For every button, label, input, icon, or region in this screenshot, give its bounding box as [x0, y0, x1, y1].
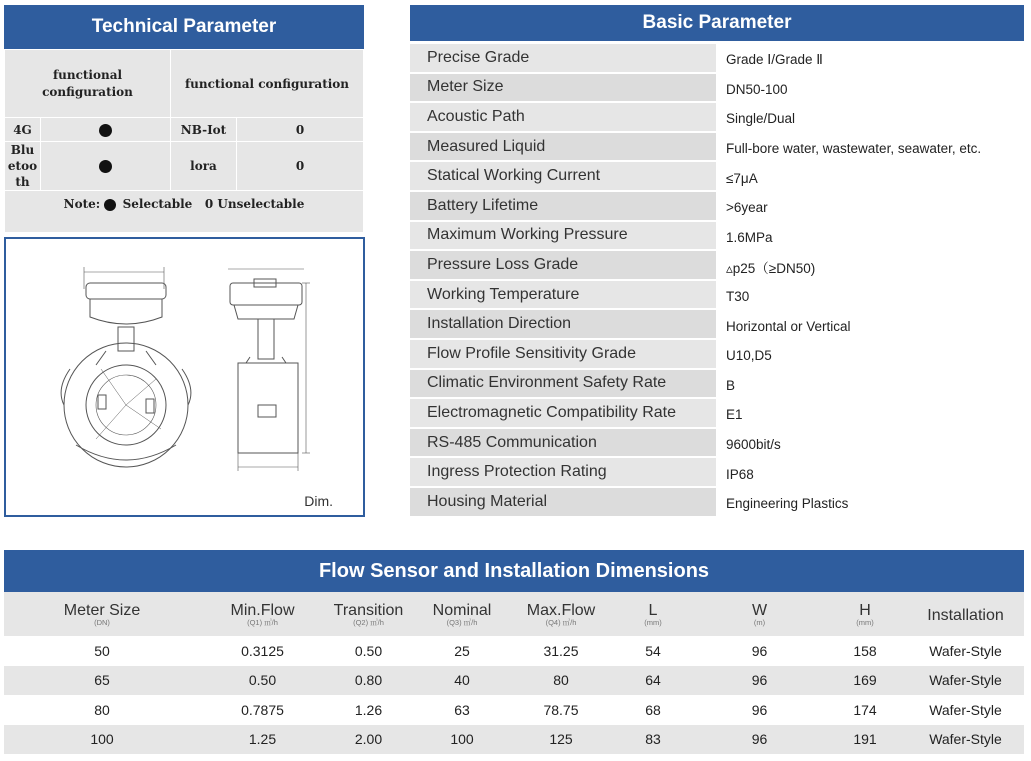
basic-parameter-key: Precise Grade	[410, 44, 716, 74]
table-cell: Wafer-Style	[907, 695, 1024, 725]
table-cell: Wafer-Style	[907, 636, 1024, 666]
basic-parameter-key: Installation Direction	[410, 310, 716, 340]
option-4g-selectable-dot	[41, 118, 171, 142]
basic-parameter-panel	[410, 5, 1024, 516]
option-bluetooth-label: Bluetooth	[5, 142, 41, 191]
flow-table-header-row	[4, 592, 1024, 636]
basic-parameter-row	[410, 429, 1024, 459]
table-cell: 68	[610, 695, 696, 725]
basic-parameter-key: Climatic Environment Safety Rate	[410, 370, 716, 400]
table-cell: 0.80	[325, 666, 412, 696]
basic-parameter-list	[410, 44, 1024, 518]
option-nbiot-label: NB-Iot	[171, 118, 237, 142]
note-prefix: Note:	[63, 197, 101, 211]
table-row	[4, 695, 1024, 725]
flow-column-unit: (Q3) ㎥/h	[446, 618, 478, 627]
table-cell: 0.3125	[200, 636, 325, 666]
basic-parameter-row	[410, 458, 1024, 488]
table-cell: 54	[610, 636, 696, 666]
basic-parameter-value: E1	[716, 399, 1024, 429]
flow-column-label: Meter Size	[63, 602, 141, 619]
basic-parameter-key: Measured Liquid	[410, 133, 716, 163]
table-cell: 1.25	[200, 725, 325, 755]
table-cell: 100	[412, 725, 512, 755]
basic-parameter-value: Full-bore water, wastewater, seawater, etc.	[716, 133, 1024, 163]
flow-column-label: Installation	[927, 606, 1004, 624]
functional-configuration-header-right: functional configuration	[171, 50, 364, 118]
table-cell: 1.26	[325, 695, 412, 725]
table-cell: 96	[696, 725, 823, 755]
flow-column-label: L	[648, 602, 658, 619]
basic-parameter-key: Ingress Protection Rating	[410, 458, 716, 488]
table-cell: 83	[610, 725, 696, 755]
basic-parameter-value: ▵p25（≥DN50)	[716, 251, 1024, 281]
basic-parameter-row	[410, 251, 1024, 281]
table-row	[4, 636, 1024, 666]
flow-column-header	[325, 592, 412, 636]
table-cell: 80	[4, 695, 200, 725]
table-cell: 64	[610, 666, 696, 696]
table-cell: 50	[4, 636, 200, 666]
table-cell: 2.00	[325, 725, 412, 755]
basic-parameter-value: 1.6MPa	[716, 222, 1024, 252]
basic-parameter-row	[410, 44, 1024, 74]
basic-parameter-key: Housing Material	[410, 488, 716, 518]
basic-parameter-key: Electromagnetic Compatibility Rate	[410, 399, 716, 429]
flow-column-unit: (Q4) ㎥/h	[545, 618, 577, 627]
basic-parameter-key: RS-485 Communication	[410, 429, 716, 459]
table-cell: 65	[4, 666, 200, 696]
table-cell: Wafer-Style	[907, 725, 1024, 755]
flow-column-header	[4, 592, 200, 636]
option-bluetooth-selectable-dot	[41, 142, 171, 191]
flow-column-label: H	[859, 602, 871, 619]
table-cell: 78.75	[512, 695, 610, 725]
flow-column-header	[610, 592, 696, 636]
flow-sensor-table	[4, 592, 1024, 754]
flow-column-unit: (m)	[753, 618, 766, 627]
basic-parameter-value: Horizontal or Vertical	[716, 310, 1024, 340]
table-cell: 25	[412, 636, 512, 666]
technical-parameter-panel	[4, 5, 364, 221]
filled-dot-icon	[99, 124, 112, 137]
basic-parameter-value: B	[716, 370, 1024, 400]
flow-column-unit: (Q1) ㎥/h	[247, 618, 278, 627]
flow-column-header	[412, 592, 512, 636]
flow-table-body	[4, 636, 1024, 754]
basic-parameter-title: Basic Parameter	[410, 5, 1024, 41]
option-lora-mark: 0	[237, 142, 364, 191]
table-row	[4, 666, 1024, 696]
flow-column-header	[512, 592, 610, 636]
flow-column-label: Max.Flow	[526, 602, 596, 619]
basic-parameter-row	[410, 192, 1024, 222]
basic-parameter-row	[410, 340, 1024, 370]
table-cell: 174	[823, 695, 907, 725]
filled-dot-icon	[99, 160, 112, 173]
option-nbiot-mark: 0	[237, 118, 364, 142]
basic-parameter-key: Flow Profile Sensitivity Grade	[410, 340, 716, 370]
dim-label: Dim.	[304, 493, 333, 509]
note-selectable: Selectable	[122, 197, 193, 211]
basic-parameter-row	[410, 399, 1024, 429]
table-cell: 40	[412, 666, 512, 696]
option-4g-label: 4G	[5, 118, 41, 142]
basic-parameter-row	[410, 133, 1024, 163]
table-cell: 125	[512, 725, 610, 755]
note-unselectable: Unselectable	[217, 197, 305, 211]
basic-parameter-row	[410, 281, 1024, 311]
table-cell: 0.50	[200, 666, 325, 696]
flow-column-unit: (Q2) ㎥/h	[353, 618, 384, 627]
flow-column-unit: (DN)	[94, 618, 110, 627]
table-cell: 96	[696, 666, 823, 696]
flow-column-label: W	[751, 602, 768, 619]
basic-parameter-key: Maximum Working Pressure	[410, 222, 716, 252]
note-zero: 0	[204, 197, 214, 211]
table-cell: 169	[823, 666, 907, 696]
flow-column-unit: (mm)	[856, 618, 874, 627]
dimension-diagram-panel	[4, 237, 365, 517]
basic-parameter-value: T30	[716, 281, 1024, 311]
table-cell: 96	[696, 636, 823, 666]
basic-parameter-row	[410, 162, 1024, 192]
basic-parameter-row	[410, 370, 1024, 400]
table-row	[4, 725, 1024, 755]
basic-parameter-row	[410, 488, 1024, 518]
flow-column-header	[907, 592, 1024, 636]
basic-parameter-key: Battery Lifetime	[410, 192, 716, 222]
flow-column-label: Nominal	[432, 602, 492, 619]
flow-column-label: Transition	[333, 602, 404, 619]
selection-note	[5, 191, 364, 233]
flow-column-label: Min.Flow	[230, 602, 295, 619]
flow-column-unit: (mm)	[644, 618, 662, 627]
table-cell: Wafer-Style	[907, 666, 1024, 696]
basic-parameter-key: Meter Size	[410, 74, 716, 104]
option-lora-label: lora	[171, 142, 237, 191]
technical-parameter-title: Technical Parameter	[4, 5, 364, 49]
flow-column-header	[823, 592, 907, 636]
flow-column-header	[200, 592, 325, 636]
basic-parameter-value: 9600bit/s	[716, 429, 1024, 459]
basic-parameter-row	[410, 74, 1024, 104]
table-cell: 191	[823, 725, 907, 755]
meter-dimension-drawing	[6, 239, 363, 515]
table-cell: 0.50	[325, 636, 412, 666]
basic-parameter-key: Working Temperature	[410, 281, 716, 311]
basic-parameter-key: Pressure Loss Grade	[410, 251, 716, 281]
basic-parameter-value: Engineering Plastics	[716, 488, 1024, 518]
basic-parameter-key: Acoustic Path	[410, 103, 716, 133]
table-cell: 158	[823, 636, 907, 666]
basic-parameter-value: DN50-100	[716, 74, 1024, 104]
flow-column-header	[696, 592, 823, 636]
table-cell: 63	[412, 695, 512, 725]
basic-parameter-value: ≤7μA	[716, 162, 1024, 192]
basic-parameter-row	[410, 103, 1024, 133]
basic-parameter-value: Single/Dual	[716, 103, 1024, 133]
table-cell: 31.25	[512, 636, 610, 666]
basic-parameter-row	[410, 310, 1024, 340]
basic-parameter-value: IP68	[716, 458, 1024, 488]
basic-parameter-key: Statical Working Current	[410, 162, 716, 192]
basic-parameter-value: Grade Ⅰ/Grade Ⅱ	[716, 44, 1024, 74]
table-cell: 96	[696, 695, 823, 725]
table-cell: 100	[4, 725, 200, 755]
functional-configuration-header-left: functional configuration	[5, 50, 171, 118]
basic-parameter-value: >6year	[716, 192, 1024, 222]
table-cell: 80	[512, 666, 610, 696]
filled-dot-icon	[104, 199, 116, 211]
technical-parameter-table	[4, 49, 364, 233]
basic-parameter-row	[410, 222, 1024, 252]
table-cell: 0.7875	[200, 695, 325, 725]
flow-sensor-panel	[4, 550, 1024, 758]
flow-sensor-title: Flow Sensor and Installation Dimensions	[4, 550, 1024, 592]
basic-parameter-value: U10,D5	[716, 340, 1024, 370]
